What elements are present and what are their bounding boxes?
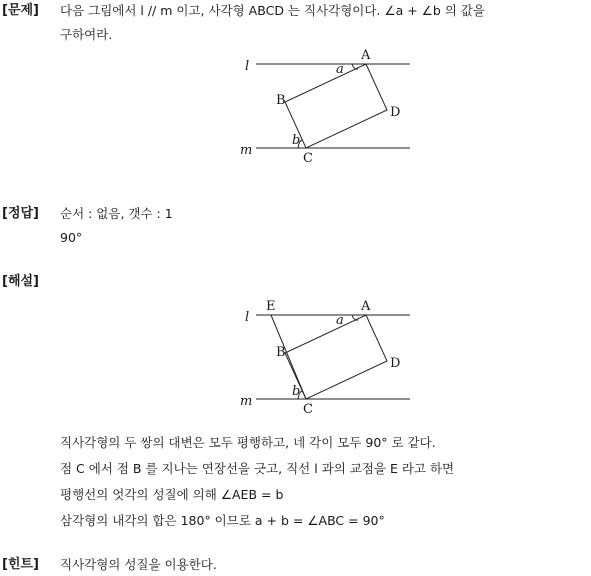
- vertex-c-2: C: [303, 402, 313, 417]
- vertex-b-2: B: [276, 345, 286, 360]
- angle-b-label: b: [292, 133, 301, 148]
- vertex-e-2: E: [266, 299, 276, 314]
- angle-a-arc-2: [352, 315, 358, 320]
- answer-line-2: 90°: [60, 230, 83, 245]
- answer-line-1: 순서 : 없음, 갯수 : 1: [60, 206, 173, 221]
- rectangle-abcd: [285, 64, 387, 148]
- vertex-d-2: D: [390, 356, 401, 371]
- angle-a-arc: [352, 64, 358, 69]
- angle-b-label-2: b: [292, 384, 301, 399]
- rectangle-abcd-2: [285, 315, 387, 399]
- problem-line-2: 구하여라.: [60, 27, 113, 42]
- explanation-tag: [해설]: [2, 274, 39, 289]
- angle-b-arc-2: [298, 391, 302, 399]
- problem-line-1: 다음 그림에서 l // m 이고, 사각형 ABCD 는 직사각형이다. ∠a + ∠b 의 값을: [60, 3, 485, 18]
- angle-b-arc: [298, 140, 302, 148]
- explanation-line-1: 직사각형의 두 쌍의 대변은 모두 평행하고, 네 각이 모두 90° 로 같다.: [60, 435, 436, 450]
- answer-tag: [정답]: [2, 206, 39, 221]
- vertex-a: A: [361, 48, 371, 63]
- explanation-line-2: 점 C 에서 점 B 를 지나는 연장선을 긋고, 직선 l 과의 교점을 E 라고 하면: [60, 461, 455, 476]
- explanation-line-3: 평행선의 엇각의 성질에 의해 ∠AEB = b: [60, 487, 284, 502]
- hint-line-1: 직사각형의 성질을 이용한다.: [60, 557, 217, 572]
- angle-a-label: a: [336, 62, 344, 77]
- extension-line-ce: [271, 315, 306, 399]
- explanation-line-4: 삼각형의 내각의 합은 180° 이므로 a + b = ∠ABC = 90°: [60, 513, 385, 528]
- problem-tag: [문제]: [2, 3, 39, 18]
- label-m: m: [240, 143, 253, 158]
- vertex-a-2: A: [361, 299, 371, 314]
- vertex-c: C: [303, 151, 313, 166]
- label-m-2: m: [240, 394, 253, 409]
- hint-tag: [힌트]: [2, 557, 39, 572]
- vertex-b: B: [276, 93, 286, 108]
- label-l: l: [245, 59, 250, 74]
- angle-a-label-2: a: [336, 313, 344, 328]
- vertex-d: D: [390, 105, 401, 120]
- label-l-2: l: [245, 310, 250, 325]
